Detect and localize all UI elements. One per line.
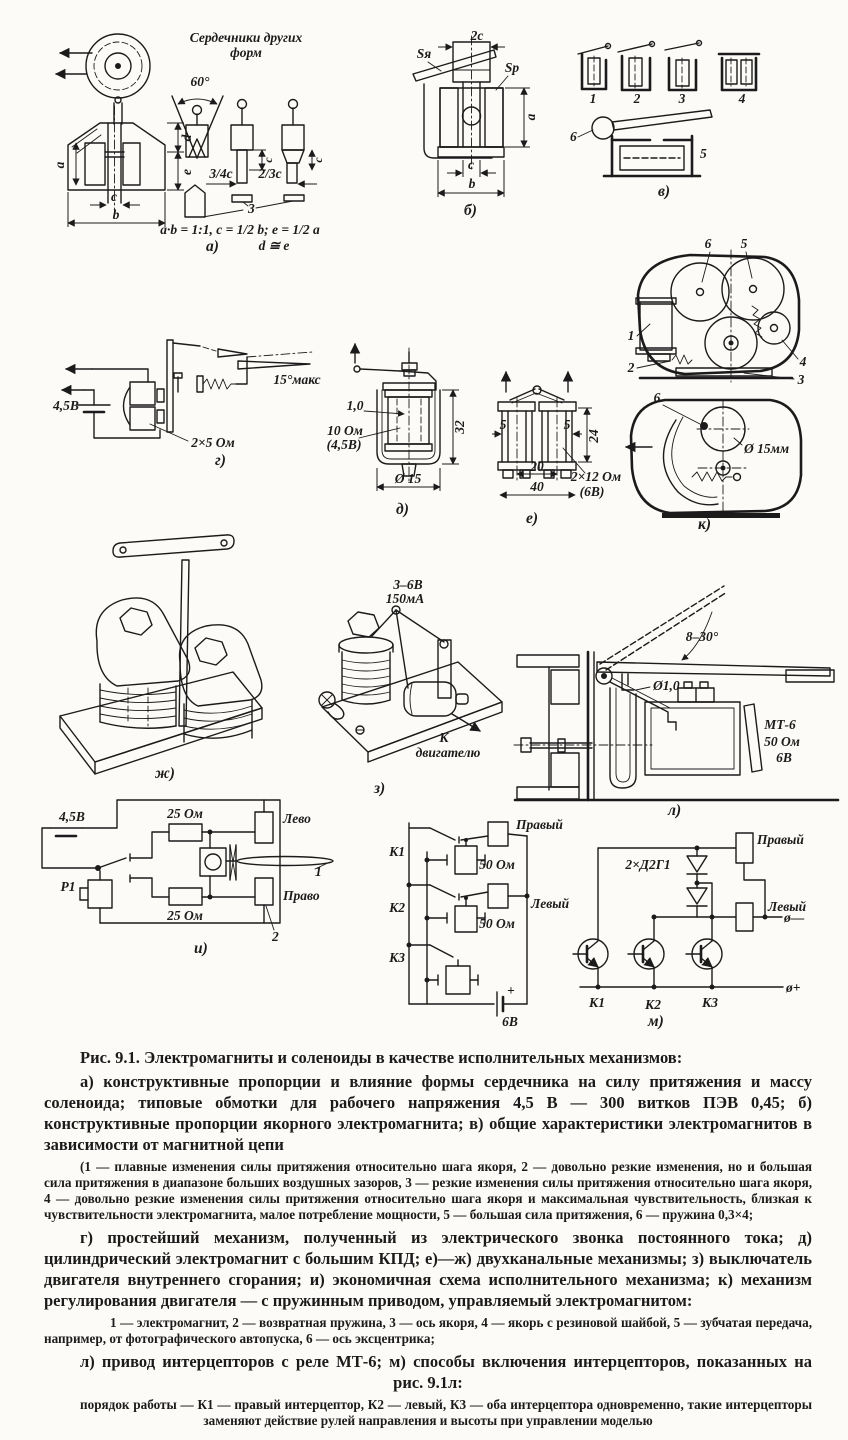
dim-2c-label: 2c <box>470 28 484 43</box>
part-v-label: в) <box>658 183 671 200</box>
caption-note-k: 1 — электромагнит, 2 — возвратная пружина, 3 — ось якоря, 4 — якорь с резиновой шайбой, 5 — зубчатая передача, например, от фотографического автопуска, 6 — ось эксцентрика; <box>44 1314 812 1347</box>
magnet-symbol-3 <box>665 41 702 91</box>
l-relay-volt-label: 6В <box>776 750 792 765</box>
dim-c2-label: c <box>261 157 275 163</box>
dim-a-label: a <box>52 161 67 169</box>
diagram-zh-twin-coil-actuator <box>60 535 262 782</box>
m1-k3-label: К3 <box>389 950 405 965</box>
s-armature-label: Sя <box>416 46 432 61</box>
l-relay-coil-label: 50 Ом <box>764 734 800 749</box>
caption-title: Рис. 9.1. Электромагниты и соленоиды в качестве исполнительных механизмов: <box>80 1048 683 1067</box>
m2-k2-label: К2 <box>645 997 661 1012</box>
diagram-g-bell-mechanism <box>52 340 321 469</box>
type-3-label: 3 <box>678 91 686 106</box>
part-i-label: и) <box>194 940 208 957</box>
transistor-3-symbol <box>686 917 722 987</box>
part-d-label: д) <box>396 501 409 518</box>
part-a-label: а) <box>206 238 219 255</box>
m2-left-label: Левый <box>768 899 807 914</box>
diagram-m-relay-switching-circuit <box>388 817 570 1029</box>
coil-2x12-label: 2×12 Ом <box>570 469 622 484</box>
spring-6-label: 6 <box>570 129 577 144</box>
frac-34c-label: 3/4c <box>209 166 233 181</box>
callout-3-label: 3 <box>248 201 255 216</box>
diagram-i-economy-actuator-circuit <box>42 800 333 957</box>
dim-d-label: d <box>179 134 194 142</box>
diagram-b-armature-electromagnet <box>413 28 538 219</box>
m1-k2-label: К2 <box>389 900 405 915</box>
other-cores-title-1: Сердечники других <box>189 30 303 45</box>
dim-c3-label: c <box>311 157 325 163</box>
dim-e-label: e <box>179 169 194 175</box>
part-zh-label: ж) <box>155 765 175 782</box>
part-k-label: к) <box>698 516 712 533</box>
m1-k1-label: К1 <box>389 844 405 859</box>
i-res-bottom-label: 25 Ом <box>167 908 203 923</box>
k-callout-1: 1 <box>627 328 635 343</box>
part-b-label: б) <box>464 202 477 219</box>
m1-right-label: Правый <box>516 817 563 832</box>
angle-15-label: 15°макс <box>273 372 321 387</box>
caption-note-v: (1 — плавные изменения силы притяжения относительно шага якоря, 2 — довольно резкие изменения, но и большая сила притяжения в диапазоне больших воздушных зазоров, 3 — резкие изменения силы притяжения относительно шага якоря, 4 — довольно резкие изменения силы притяжения относительно шага якоря и максимальная чувствительность, близкая к чувствительности электромагнита, малое потребление мощности, 5 — большая сила притяжения, 6 — пружина 0,3×4; <box>44 1158 812 1223</box>
m1-battery-label: 6В <box>502 1014 518 1029</box>
m1-left-label: Левый <box>531 896 570 911</box>
k-callout-6-bottom: 6 <box>653 390 661 405</box>
dim-b-label: b <box>112 207 120 222</box>
transistor-2-symbol <box>628 917 664 987</box>
z-current-label: 150мА <box>385 591 425 606</box>
dim-40-label: 40 <box>530 479 544 494</box>
i-res-top-label: 25 Ом <box>167 806 203 821</box>
z-to-motor-label-1: К <box>439 730 449 745</box>
l-relay-type-label: МТ-6 <box>764 717 796 732</box>
type-1-label: 1 <box>589 91 597 106</box>
m1-battery-plus: + <box>507 983 515 998</box>
gap-5-right-label: 5 <box>563 417 571 432</box>
diagram-d-cylindrical-electromagnet <box>327 344 467 518</box>
proportion-formula-2: d ≅ e <box>258 238 290 253</box>
m1-res1-label: 50 Ом <box>479 857 515 872</box>
part-z-label: з) <box>374 780 386 797</box>
l-angle-label: 8–30° <box>685 629 719 644</box>
i-battery-label: 4,5В <box>59 809 85 824</box>
diagram-a-solenoid-proportions <box>52 30 325 255</box>
i-callout-1: 1 <box>315 864 322 879</box>
dim-c-core-label: c <box>468 157 474 172</box>
s-core-label: Sр <box>504 60 520 75</box>
i-callout-2: 2 <box>272 929 279 944</box>
other-cores-title-2: форм <box>230 45 262 60</box>
proportion-formula: a·b = 1:1, c = 1/2 b; e = 1/2 a <box>160 222 320 237</box>
i-right-label: Право <box>283 888 320 903</box>
m1-res2-label: 50 Ом <box>479 916 515 931</box>
caption-note-m: порядок работы — К1 — правый интерцептор, К2 — левый, К3 — оба интерцептора одновременно, такие интерцепторы заменяют действие рулей направления и высоты при управлении моделью <box>80 1397 812 1429</box>
magnet-symbol-4 <box>719 54 759 90</box>
magnet-symbol-1 <box>578 44 611 90</box>
part-m-label: м) <box>648 1013 664 1030</box>
coil-voltage-label: (4,5В) <box>326 437 362 452</box>
gap-5-left-label: 5 <box>499 417 507 432</box>
k-dia-15mm-label: Ø 15мм <box>744 441 790 456</box>
part-e-label: е) <box>526 510 539 527</box>
part-l-label: л) <box>668 802 682 819</box>
diagram-z-engine-cutoff-switch <box>319 577 502 797</box>
dim-24-label: 24 <box>586 429 601 443</box>
wire-1-0-label: 1,0 <box>346 398 364 413</box>
dim-a-core-label: a <box>523 113 538 121</box>
m2-k1-label: К1 <box>589 995 605 1010</box>
m2-diodes-label: 2×Д2Г1 <box>625 857 671 872</box>
battery-symbol <box>78 390 160 438</box>
coil-2x5-label: 2×5 Ом <box>191 435 235 450</box>
pulley-icon <box>86 34 150 98</box>
m2-terminal-minus: ø— <box>784 910 805 925</box>
m2-right-label: Правый <box>757 832 804 847</box>
k-callout-6: 6 <box>704 236 712 251</box>
coil-10ohm-label: 10 Ом <box>327 423 363 438</box>
k-callout-2: 2 <box>627 360 635 375</box>
angle-60-label: 60° <box>190 74 210 89</box>
diagram-m-transistor-switching-circuit <box>573 832 807 1030</box>
i-relay-label: Р1 <box>60 879 76 894</box>
part-g-label: г) <box>215 452 226 469</box>
type-2-label: 2 <box>633 91 641 106</box>
dim-32-label: 32 <box>452 420 467 434</box>
dim-20-label: 20 <box>530 459 544 474</box>
magnet-symbol-2 <box>618 42 655 91</box>
z-rating-label: 3–6В <box>393 577 423 592</box>
k-callout-5: 5 <box>740 236 748 251</box>
type-4-label: 4 <box>738 91 746 106</box>
coil-6v-label: (6В) <box>579 484 605 499</box>
frac-23c-label: 2/3c <box>258 166 282 181</box>
i-left-label: Лево <box>283 811 311 826</box>
spring-lever-sketch <box>570 110 712 176</box>
caption-para-abv: а) конструктивные пропорции и влияние формы сердечника на силу притяжения и массу соленоида; типовые обмотки для рабочего напряжения 4,5 В — 300 витков ПЭВ 0,45; б) конструктивные пропорции якорного электромагнита; в) общие характеристики электромагнитов в зависимости от магнитной цепи <box>44 1071 812 1154</box>
body-5-label: 5 <box>700 146 707 161</box>
transistor-1-symbol <box>573 939 608 987</box>
z-to-motor-label-2: двигателю <box>415 745 481 760</box>
diagram-v-magnet-circuit-types <box>570 41 759 201</box>
l-wire-dia-label: Ø1,0 <box>653 678 680 693</box>
m2-terminal-plus: ø+ <box>786 980 801 995</box>
caption-para-gdk: г) простейший механизм, полученный из электрического звонка постоянного тока; д) цилиндрический электромагнит с большим КПД; е)—ж) двухканальные механизмы; з) выключатель двигателя внутреннего сгорания; и) экономичная схема исполнительного механизма; к) механизм регулирования двигателя — с пружинным приводом, управляемый электромагнитом: <box>44 1228 812 1310</box>
m2-k3-label: К3 <box>702 995 718 1010</box>
k-callout-4: 4 <box>799 354 807 369</box>
k-callout-3: 3 <box>797 372 805 387</box>
diagram-l-interceptor-relay-drive <box>514 586 838 819</box>
diagram-k-spring-motor-governor <box>626 236 807 533</box>
dim-c-label: c <box>111 189 117 204</box>
dia-15-label: Ø 15 <box>394 471 422 486</box>
diagram-e-twin-channel-electromagnet <box>492 372 621 527</box>
battery-voltage-label: 4,5В <box>53 398 79 413</box>
dim-b-core-label: b <box>468 176 476 191</box>
figure-caption <box>44 1048 812 1434</box>
caption-para-lm: л) привод интерцепторов с реле МТ-6; м) способы включения интерцепторов, показанных на рис. 9.1л: <box>80 1352 812 1393</box>
